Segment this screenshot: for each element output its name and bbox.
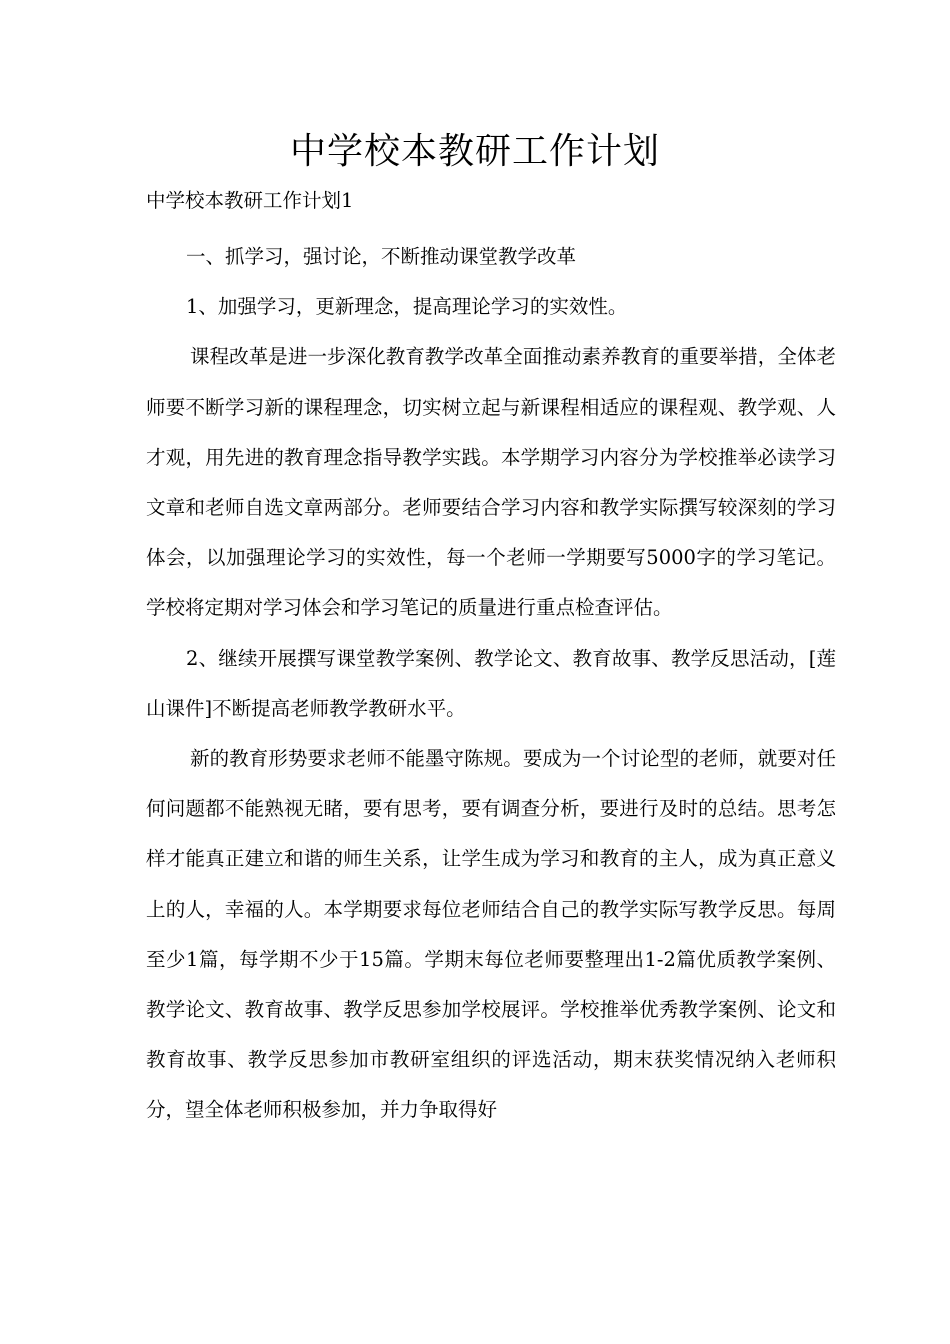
- document-body: [146, 232, 836, 1136]
- body-paragraph: 课程改革是进一步深化教育教学改革全面推动素养教育的重要举措，全体老师要不断学习新的课程理念，切实树立起与新课程相适应的课程观、教学观、人才观，用先进的教育理念指导教学实践。本学期学习内容分为学校推举必读学习文章和老师自选文章两部分。老师要结合学习内容和教学实际撰写较深刻的学习体会，以加强理论学习的实效性，每一个老师一学期要写5000字的学习笔记。学校将定期对学习体会和学习笔记的质量进行重点检查评估。: [146, 345, 836, 620]
- body-paragraph: 新的教育形势要求老师不能墨守陈规。要成为一个讨论型的老师，就要对任何问题都不能熟视无睹，要有思考，要有调查分析，要进行及时的总结。思考怎样才能真正建立和谐的师生关系，让学生成为学习和教育的主人，成为真正意义上的人，幸福的人。本学期要求每位老师结合自己的教学实际写教学反思。每周至少1篇，每学期不少于15篇。学期末每位老师要整理出1-2篇优质教学案例、教学论文、教育故事、教学反思参加学校展评。学校推举优秀教学案例、论文和教育故事、教学反思参加市教研室组织的评选活动，期末获奖情况纳入老师积分，望全体老师积极参加，并力争取得好: [146, 747, 836, 1122]
- document-title: 中学校本教研工作计划: [289, 131, 660, 172]
- subsection-heading: 1、加强学习，更新理念，提高理论学习的实效性。: [186, 295, 628, 319]
- document-subtitle: 中学校本教研工作计划1: [146, 189, 354, 212]
- subsection-heading: 2、继续开展撰写课堂教学案例、教学论文、教育故事、教学反思活动，[莲山课件]不断提高老师教学教研水平。: [146, 646, 836, 720]
- section-heading: 一、抓学习，强讨论，不断推动课堂教学改革: [186, 245, 577, 268]
